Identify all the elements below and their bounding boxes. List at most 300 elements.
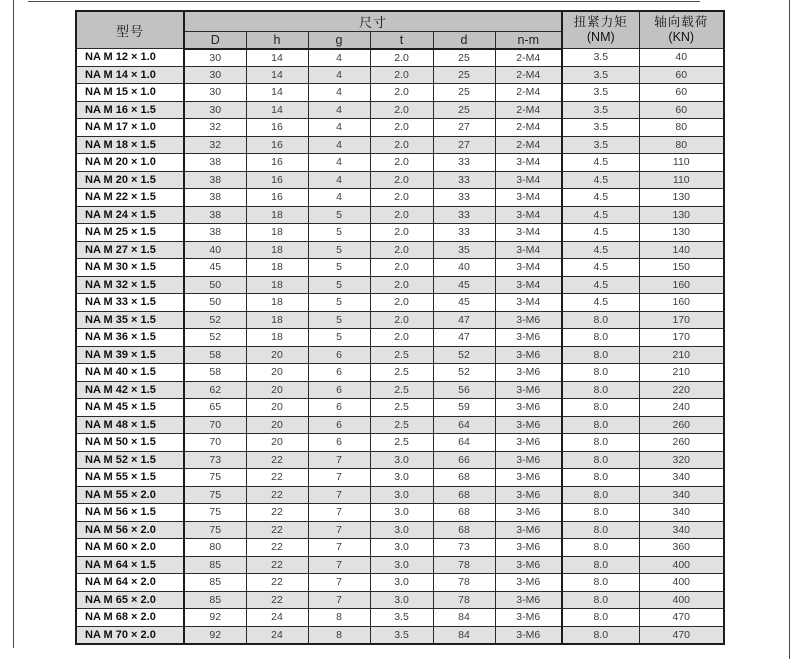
cell-n-m: 3-M4 (495, 276, 562, 294)
cell-D: 62 (184, 381, 246, 399)
cell-load-kn: 140 (639, 241, 724, 259)
cell-t: 2.5 (370, 364, 433, 382)
cell-load-kn: 40 (639, 49, 724, 67)
cell-torque-nm: 4.5 (562, 241, 639, 259)
cell-torque-nm: 8.0 (562, 399, 639, 417)
cell-model: NA M 56 × 2.0 (76, 521, 184, 539)
cell-h: 16 (246, 136, 308, 154)
cell-model: NA M 64 × 2.0 (76, 574, 184, 592)
cell-load-kn: 110 (639, 154, 724, 172)
cell-n-m: 3-M6 (495, 591, 562, 609)
page-frame-right-line (789, 0, 790, 659)
cell-h: 22 (246, 574, 308, 592)
table-row (76, 434, 724, 452)
cell-d: 68 (433, 469, 495, 487)
cell-h: 20 (246, 346, 308, 364)
cell-D: 58 (184, 346, 246, 364)
cell-model: NA M 39 × 1.5 (76, 346, 184, 364)
cell-d: 35 (433, 241, 495, 259)
cell-t: 2.0 (370, 276, 433, 294)
cell-D: 58 (184, 364, 246, 382)
table-row (76, 504, 724, 522)
header-dim-g: g (308, 32, 370, 49)
cell-g: 7 (308, 451, 370, 469)
cell-torque-nm: 3.5 (562, 119, 639, 137)
cell-g: 6 (308, 381, 370, 399)
cell-h: 22 (246, 486, 308, 504)
cell-load-kn: 170 (639, 329, 724, 347)
cell-d: 33 (433, 154, 495, 172)
cell-D: 32 (184, 119, 246, 137)
cell-d: 66 (433, 451, 495, 469)
cell-D: 38 (184, 189, 246, 207)
cell-d: 52 (433, 364, 495, 382)
cell-model: NA M 27 × 1.5 (76, 241, 184, 259)
cell-model: NA M 22 × 1.5 (76, 189, 184, 207)
cell-D: 92 (184, 609, 246, 627)
cell-h: 18 (246, 329, 308, 347)
cell-torque-nm: 8.0 (562, 591, 639, 609)
cell-h: 20 (246, 434, 308, 452)
cell-g: 6 (308, 434, 370, 452)
cell-load-kn: 240 (639, 399, 724, 417)
cell-torque-nm: 3.5 (562, 136, 639, 154)
cell-h: 14 (246, 101, 308, 119)
cell-d: 84 (433, 626, 495, 644)
cell-d: 47 (433, 311, 495, 329)
cell-d: 64 (433, 434, 495, 452)
cell-load-kn: 210 (639, 364, 724, 382)
cell-D: 52 (184, 329, 246, 347)
cell-g: 4 (308, 119, 370, 137)
cell-t: 2.5 (370, 434, 433, 452)
table-row (76, 609, 724, 627)
cell-torque-nm: 8.0 (562, 434, 639, 452)
cell-g: 6 (308, 416, 370, 434)
table-row (76, 539, 724, 557)
cell-torque-nm: 8.0 (562, 574, 639, 592)
cell-D: 38 (184, 224, 246, 242)
cell-D: 52 (184, 311, 246, 329)
cell-t: 2.0 (370, 259, 433, 277)
cell-t: 2.0 (370, 294, 433, 312)
cell-g: 8 (308, 626, 370, 644)
cell-h: 14 (246, 49, 308, 67)
header-dim-t: t (370, 32, 433, 49)
cell-model: NA M 36 × 1.5 (76, 329, 184, 347)
cell-D: 70 (184, 434, 246, 452)
table-row (76, 469, 724, 487)
cell-load-kn: 400 (639, 556, 724, 574)
cell-n-m: 3-M4 (495, 206, 562, 224)
cell-g: 4 (308, 189, 370, 207)
cell-n-m: 3-M6 (495, 539, 562, 557)
cell-t: 3.0 (370, 591, 433, 609)
cell-g: 6 (308, 364, 370, 382)
table-row (76, 399, 724, 417)
cell-model: NA M 55 × 2.0 (76, 486, 184, 504)
cell-model: NA M 56 × 1.5 (76, 504, 184, 522)
cell-model: NA M 15 × 1.0 (76, 84, 184, 102)
cell-h: 20 (246, 416, 308, 434)
cell-d: 78 (433, 591, 495, 609)
cell-torque-nm: 4.5 (562, 154, 639, 172)
cell-load-kn: 220 (639, 381, 724, 399)
cell-model: NA M 30 × 1.5 (76, 259, 184, 277)
cell-D: 45 (184, 259, 246, 277)
cell-h: 22 (246, 469, 308, 487)
cell-D: 75 (184, 486, 246, 504)
cell-n-m: 3-M6 (495, 381, 562, 399)
cell-D: 92 (184, 626, 246, 644)
cell-g: 7 (308, 521, 370, 539)
table-row (76, 154, 724, 172)
cell-t: 2.0 (370, 329, 433, 347)
cell-n-m: 3-M6 (495, 469, 562, 487)
cell-h: 24 (246, 626, 308, 644)
cell-h: 22 (246, 521, 308, 539)
cell-h: 16 (246, 154, 308, 172)
table-row (76, 329, 724, 347)
cell-n-m: 3-M4 (495, 259, 562, 277)
cell-torque-nm: 8.0 (562, 486, 639, 504)
cell-h: 22 (246, 556, 308, 574)
cell-h: 22 (246, 451, 308, 469)
cell-load-kn: 170 (639, 311, 724, 329)
page-frame-top-line (28, 1, 700, 2)
cell-load-kn: 160 (639, 276, 724, 294)
cell-h: 18 (246, 276, 308, 294)
cell-model: NA M 14 × 1.0 (76, 66, 184, 84)
header-dim-h: h (246, 32, 308, 49)
cell-h: 18 (246, 206, 308, 224)
cell-t: 2.0 (370, 119, 433, 137)
cell-g: 4 (308, 154, 370, 172)
cell-load-kn: 130 (639, 206, 724, 224)
cell-g: 7 (308, 504, 370, 522)
cell-g: 7 (308, 469, 370, 487)
cell-d: 84 (433, 609, 495, 627)
cell-load-kn: 110 (639, 171, 724, 189)
cell-torque-nm: 4.5 (562, 189, 639, 207)
cell-t: 2.0 (370, 224, 433, 242)
cell-t: 2.0 (370, 189, 433, 207)
cell-d: 40 (433, 259, 495, 277)
cell-g: 5 (308, 294, 370, 312)
table-row (76, 259, 724, 277)
cell-n-m: 3-M6 (495, 434, 562, 452)
cell-D: 65 (184, 399, 246, 417)
cell-torque-nm: 8.0 (562, 539, 639, 557)
cell-g: 5 (308, 329, 370, 347)
cell-D: 75 (184, 504, 246, 522)
cell-h: 20 (246, 364, 308, 382)
cell-d: 25 (433, 84, 495, 102)
cell-load-kn: 80 (639, 119, 724, 137)
cell-D: 32 (184, 136, 246, 154)
cell-t: 2.0 (370, 136, 433, 154)
cell-load-kn: 340 (639, 504, 724, 522)
cell-D: 85 (184, 591, 246, 609)
cell-model: NA M 20 × 1.0 (76, 154, 184, 172)
cell-D: 75 (184, 521, 246, 539)
cell-model: NA M 18 × 1.5 (76, 136, 184, 154)
cell-t: 3.0 (370, 539, 433, 557)
table-row (76, 276, 724, 294)
cell-h: 14 (246, 66, 308, 84)
cell-d: 47 (433, 329, 495, 347)
cell-model: NA M 24 × 1.5 (76, 206, 184, 224)
cell-load-kn: 60 (639, 84, 724, 102)
cell-d: 68 (433, 504, 495, 522)
cell-t: 3.0 (370, 556, 433, 574)
cell-n-m: 3-M4 (495, 241, 562, 259)
cell-d: 68 (433, 486, 495, 504)
cell-load-kn: 340 (639, 486, 724, 504)
table-row (76, 574, 724, 592)
cell-t: 2.0 (370, 154, 433, 172)
cell-d: 27 (433, 136, 495, 154)
cell-n-m: 3-M6 (495, 346, 562, 364)
cell-D: 85 (184, 556, 246, 574)
cell-h: 22 (246, 504, 308, 522)
table-row (76, 241, 724, 259)
cell-g: 7 (308, 574, 370, 592)
cell-n-m: 2-M4 (495, 84, 562, 102)
cell-d: 56 (433, 381, 495, 399)
cell-g: 5 (308, 259, 370, 277)
cell-g: 7 (308, 539, 370, 557)
cell-torque-nm: 8.0 (562, 451, 639, 469)
header-torque-unit: (NM) (586, 30, 615, 44)
cell-n-m: 2-M4 (495, 119, 562, 137)
cell-load-kn: 400 (639, 591, 724, 609)
cell-load-kn: 400 (639, 574, 724, 592)
cell-n-m: 3-M6 (495, 416, 562, 434)
cell-torque-nm: 8.0 (562, 556, 639, 574)
cell-n-m: 3-M6 (495, 364, 562, 382)
cell-model: NA M 20 × 1.5 (76, 171, 184, 189)
cell-d: 45 (433, 294, 495, 312)
cell-g: 7 (308, 486, 370, 504)
cell-h: 16 (246, 119, 308, 137)
cell-h: 18 (246, 224, 308, 242)
cell-n-m: 3-M6 (495, 574, 562, 592)
cell-torque-nm: 3.5 (562, 66, 639, 84)
cell-d: 33 (433, 189, 495, 207)
cell-model: NA M 60 × 2.0 (76, 539, 184, 557)
cell-t: 2.0 (370, 49, 433, 67)
cell-model: NA M 35 × 1.5 (76, 311, 184, 329)
table-row (76, 66, 724, 84)
cell-t: 3.5 (370, 626, 433, 644)
cell-h: 18 (246, 241, 308, 259)
cell-n-m: 2-M4 (495, 66, 562, 84)
table-row (76, 84, 724, 102)
cell-n-m: 2-M4 (495, 49, 562, 67)
table-row (76, 556, 724, 574)
cell-torque-nm: 8.0 (562, 609, 639, 627)
cell-torque-nm: 4.5 (562, 294, 639, 312)
cell-torque-nm: 3.5 (562, 84, 639, 102)
cell-torque-nm: 8.0 (562, 521, 639, 539)
cell-n-m: 3-M4 (495, 189, 562, 207)
table-body (76, 49, 724, 644)
cell-t: 2.0 (370, 84, 433, 102)
table-row (76, 224, 724, 242)
cell-torque-nm: 4.5 (562, 224, 639, 242)
cell-g: 5 (308, 241, 370, 259)
cell-n-m: 2-M4 (495, 136, 562, 154)
table-header (76, 11, 724, 49)
cell-g: 6 (308, 346, 370, 364)
cell-g: 7 (308, 591, 370, 609)
cell-load-kn: 340 (639, 521, 724, 539)
header-torque (562, 11, 639, 49)
cell-load-kn: 260 (639, 434, 724, 452)
cell-D: 75 (184, 469, 246, 487)
cell-model: NA M 33 × 1.5 (76, 294, 184, 312)
cell-t: 3.0 (370, 504, 433, 522)
cell-model: NA M 25 × 1.5 (76, 224, 184, 242)
cell-g: 5 (308, 276, 370, 294)
cell-n-m: 3-M4 (495, 154, 562, 172)
cell-t: 3.0 (370, 521, 433, 539)
header-axial-load-unit: (KN) (668, 30, 695, 44)
page-frame-left-line (13, 0, 14, 648)
table-row (76, 189, 724, 207)
cell-d: 33 (433, 206, 495, 224)
cell-g: 5 (308, 206, 370, 224)
cell-t: 2.0 (370, 311, 433, 329)
cell-h: 18 (246, 311, 308, 329)
cell-torque-nm: 8.0 (562, 381, 639, 399)
cell-g: 5 (308, 224, 370, 242)
cell-n-m: 3-M6 (495, 504, 562, 522)
cell-d: 25 (433, 66, 495, 84)
cell-torque-nm: 8.0 (562, 329, 639, 347)
table-row (76, 136, 724, 154)
cell-d: 25 (433, 49, 495, 67)
cell-t: 3.0 (370, 486, 433, 504)
cell-d: 78 (433, 574, 495, 592)
cell-torque-nm: 4.5 (562, 259, 639, 277)
header-axial-load-label: 轴向载荷 (654, 15, 709, 29)
table-row (76, 311, 724, 329)
cell-h: 24 (246, 609, 308, 627)
cell-t: 3.5 (370, 609, 433, 627)
cell-d: 25 (433, 101, 495, 119)
cell-n-m: 3-M4 (495, 224, 562, 242)
header-torque-label: 扭紧力矩 (573, 15, 628, 29)
cell-g: 4 (308, 49, 370, 67)
cell-torque-nm: 4.5 (562, 206, 639, 224)
table-row (76, 416, 724, 434)
header-dim-D: D (184, 32, 246, 49)
cell-torque-nm: 8.0 (562, 504, 639, 522)
cell-model: NA M 64 × 1.5 (76, 556, 184, 574)
table-row (76, 294, 724, 312)
cell-model: NA M 17 × 1.0 (76, 119, 184, 137)
table-row (76, 626, 724, 644)
table-row (76, 119, 724, 137)
cell-g: 8 (308, 609, 370, 627)
cell-t: 2.0 (370, 101, 433, 119)
cell-n-m: 3-M6 (495, 311, 562, 329)
cell-t: 3.0 (370, 451, 433, 469)
cell-D: 40 (184, 241, 246, 259)
cell-torque-nm: 4.5 (562, 171, 639, 189)
cell-D: 50 (184, 276, 246, 294)
cell-g: 4 (308, 171, 370, 189)
cell-h: 16 (246, 189, 308, 207)
cell-D: 73 (184, 451, 246, 469)
cell-d: 68 (433, 521, 495, 539)
cell-d: 27 (433, 119, 495, 137)
header-dim-n-m: n-m (495, 32, 562, 49)
cell-g: 6 (308, 399, 370, 417)
cell-t: 2.5 (370, 346, 433, 364)
cell-torque-nm: 8.0 (562, 364, 639, 382)
cell-D: 80 (184, 539, 246, 557)
cell-g: 4 (308, 66, 370, 84)
cell-load-kn: 150 (639, 259, 724, 277)
table-row (76, 101, 724, 119)
cell-model: NA M 16 × 1.5 (76, 101, 184, 119)
cell-torque-nm: 8.0 (562, 346, 639, 364)
cell-load-kn: 60 (639, 101, 724, 119)
cell-t: 2.0 (370, 66, 433, 84)
table-row (76, 486, 724, 504)
cell-h: 18 (246, 259, 308, 277)
cell-model: NA M 52 × 1.5 (76, 451, 184, 469)
cell-D: 70 (184, 416, 246, 434)
table-row (76, 521, 724, 539)
table-row (76, 171, 724, 189)
cell-h: 14 (246, 84, 308, 102)
cell-torque-nm: 8.0 (562, 469, 639, 487)
cell-D: 38 (184, 154, 246, 172)
cell-load-kn: 210 (639, 346, 724, 364)
cell-n-m: 3-M6 (495, 486, 562, 504)
cell-h: 22 (246, 539, 308, 557)
cell-n-m: 2-M4 (495, 101, 562, 119)
cell-g: 4 (308, 136, 370, 154)
cell-d: 52 (433, 346, 495, 364)
cell-d: 59 (433, 399, 495, 417)
cell-model: NA M 70 × 2.0 (76, 626, 184, 644)
cell-torque-nm: 8.0 (562, 626, 639, 644)
cell-model: NA M 65 × 2.0 (76, 591, 184, 609)
cell-h: 22 (246, 591, 308, 609)
header-model: 型号 (76, 11, 184, 49)
cell-load-kn: 340 (639, 469, 724, 487)
cell-n-m: 3-M4 (495, 171, 562, 189)
table-row (76, 381, 724, 399)
cell-load-kn: 470 (639, 626, 724, 644)
cell-D: 30 (184, 49, 246, 67)
cell-n-m: 3-M6 (495, 399, 562, 417)
table-row (76, 591, 724, 609)
cell-g: 5 (308, 311, 370, 329)
cell-load-kn: 80 (639, 136, 724, 154)
cell-model: NA M 50 × 1.5 (76, 434, 184, 452)
cell-t: 2.0 (370, 206, 433, 224)
cell-torque-nm: 3.5 (562, 49, 639, 67)
cell-n-m: 3-M6 (495, 451, 562, 469)
cell-h: 20 (246, 399, 308, 417)
cell-t: 2.5 (370, 399, 433, 417)
